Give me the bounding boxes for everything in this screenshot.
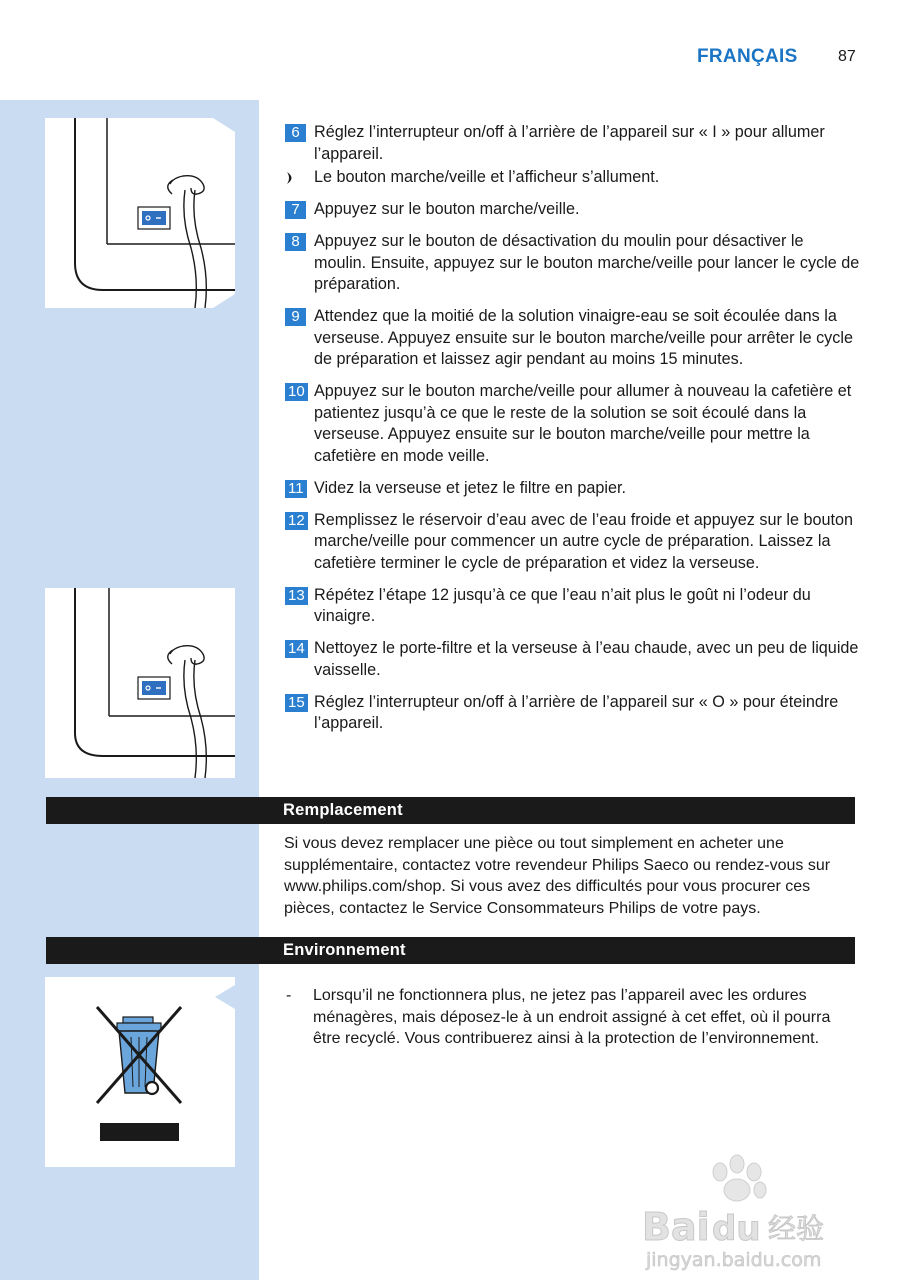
result-arrow-icon: [287, 172, 296, 184]
step-number: 13: [285, 587, 308, 605]
illustration-switch-on: [45, 118, 235, 308]
step-text: Répétez l’étape 12 jusqu’à ce que l’eau n’ait plus le goût ni l’odeur du vinaigre.: [314, 585, 811, 625]
step-text: Videz la verseuse et jetez le filtre en papier.: [314, 478, 626, 497]
step-item: [285, 231, 860, 296]
step-text: Réglez l’interrupteur on/off à l’arrière de l’appareil sur « I » pour allumer l’appareil.: [314, 123, 825, 163]
watermark-brand2: du: [712, 1209, 761, 1249]
replacement-paragraph: Si vous devez remplacer une pièce ou tout simplement en acheter une supplémentaire, contactez votre revendeur Philips Saeco ou rendez-vous sur www.philips.com/shop. Si vous avez des difficultés pour vous procurer ces pièces, contactez le Service Consommateurs Philips de votre pays.: [284, 835, 831, 917]
section-header-environment: [46, 937, 855, 964]
step-text: Le bouton marche/veille et l’afficheur s’allument.: [314, 168, 660, 186]
step-item: [285, 199, 860, 221]
environment-text: Lorsqu’il ne fonctionnera plus, ne jetez pas l’appareil avec les ordures ménagères, mais déposez-le à un endroit assigné à cet effet, où il pourra être recyclé. Vous contribuerez ainsi à la protection de l’environnement.: [313, 987, 831, 1047]
step-item: [285, 585, 860, 628]
paw-logo-icon: [713, 1155, 766, 1201]
step-number: 7: [285, 201, 306, 219]
illustration-weee: [45, 977, 235, 1167]
step-number: 8: [285, 233, 306, 251]
step-item: [285, 510, 860, 575]
section-title: Environnement: [283, 941, 406, 959]
step-item: [285, 306, 860, 371]
baidu-watermark: [640, 1150, 855, 1275]
step-number: 9: [285, 308, 306, 326]
step-number: 14: [285, 640, 308, 658]
section-header-replacement: [46, 797, 855, 824]
watermark-cn: 经验: [768, 1212, 825, 1245]
step-item: [285, 692, 860, 735]
step-item: [285, 638, 860, 681]
step-text: Nettoyez le porte-filtre et la verseuse à l’eau chaude, avec un peu de liquide vaisselle.: [314, 639, 859, 679]
step-result: [285, 167, 860, 189]
section-title: Remplacement: [283, 801, 403, 819]
environment-item: [284, 985, 854, 1050]
step-number: 6: [285, 124, 306, 142]
step-item: [285, 478, 860, 500]
step-text: Attendez que la moitié de la solution vinaigre-eau se soit écoulée dans la verseuse. Appuyez ensuite sur le bouton marche/veille pour arrêter le cycle de préparation et laissez agir pendant au moins 15 minutes.: [314, 307, 853, 368]
steps-list: [285, 122, 860, 745]
crossed-bin-icon: [97, 1007, 181, 1141]
step-text: Remplissez le réservoir d’eau avec de l’eau froide et appuyez sur le bouton marche/veille pour commencer un autre cycle de préparation. Laissez la cafetière terminer le cycle de préparation et videz la verseuse.: [314, 510, 853, 572]
step-number: 12: [285, 512, 308, 530]
language-header: FRANÇAIS: [697, 46, 798, 67]
step-number: 15: [285, 694, 308, 712]
illustration-switch-off: [45, 588, 235, 778]
step-text: Appuyez sur le bouton marche/veille.: [314, 200, 580, 218]
step-text: Appuyez sur le bouton marche/veille pour allumer à nouveau la cafetière et patientez jusqu’à ce que le reste de la solution se soit écoulé dans la verseuse. Appuyez ensuite sur le bouton marche/veille pour mettre la cafetière en mode veille.: [314, 382, 852, 465]
step-number: 10: [285, 383, 308, 401]
dash-marker: -: [286, 987, 292, 1004]
step-item: [285, 381, 860, 467]
step-item: [285, 122, 860, 165]
watermark-url: jingyan.baidu.com: [646, 1249, 822, 1271]
step-text: Réglez l’interrupteur on/off à l’arrière de l’appareil sur « O » pour éteindre l’appareil.: [314, 692, 839, 732]
step-text: Appuyez sur le bouton de désactivation du moulin pour désactiver le moulin. Ensuite, appuyez sur le bouton marche/veille pour lancer le cycle de préparation.: [314, 232, 860, 293]
watermark-brand: Bai: [642, 1205, 710, 1249]
page-number: 87: [838, 48, 856, 65]
step-number: 11: [285, 480, 307, 498]
